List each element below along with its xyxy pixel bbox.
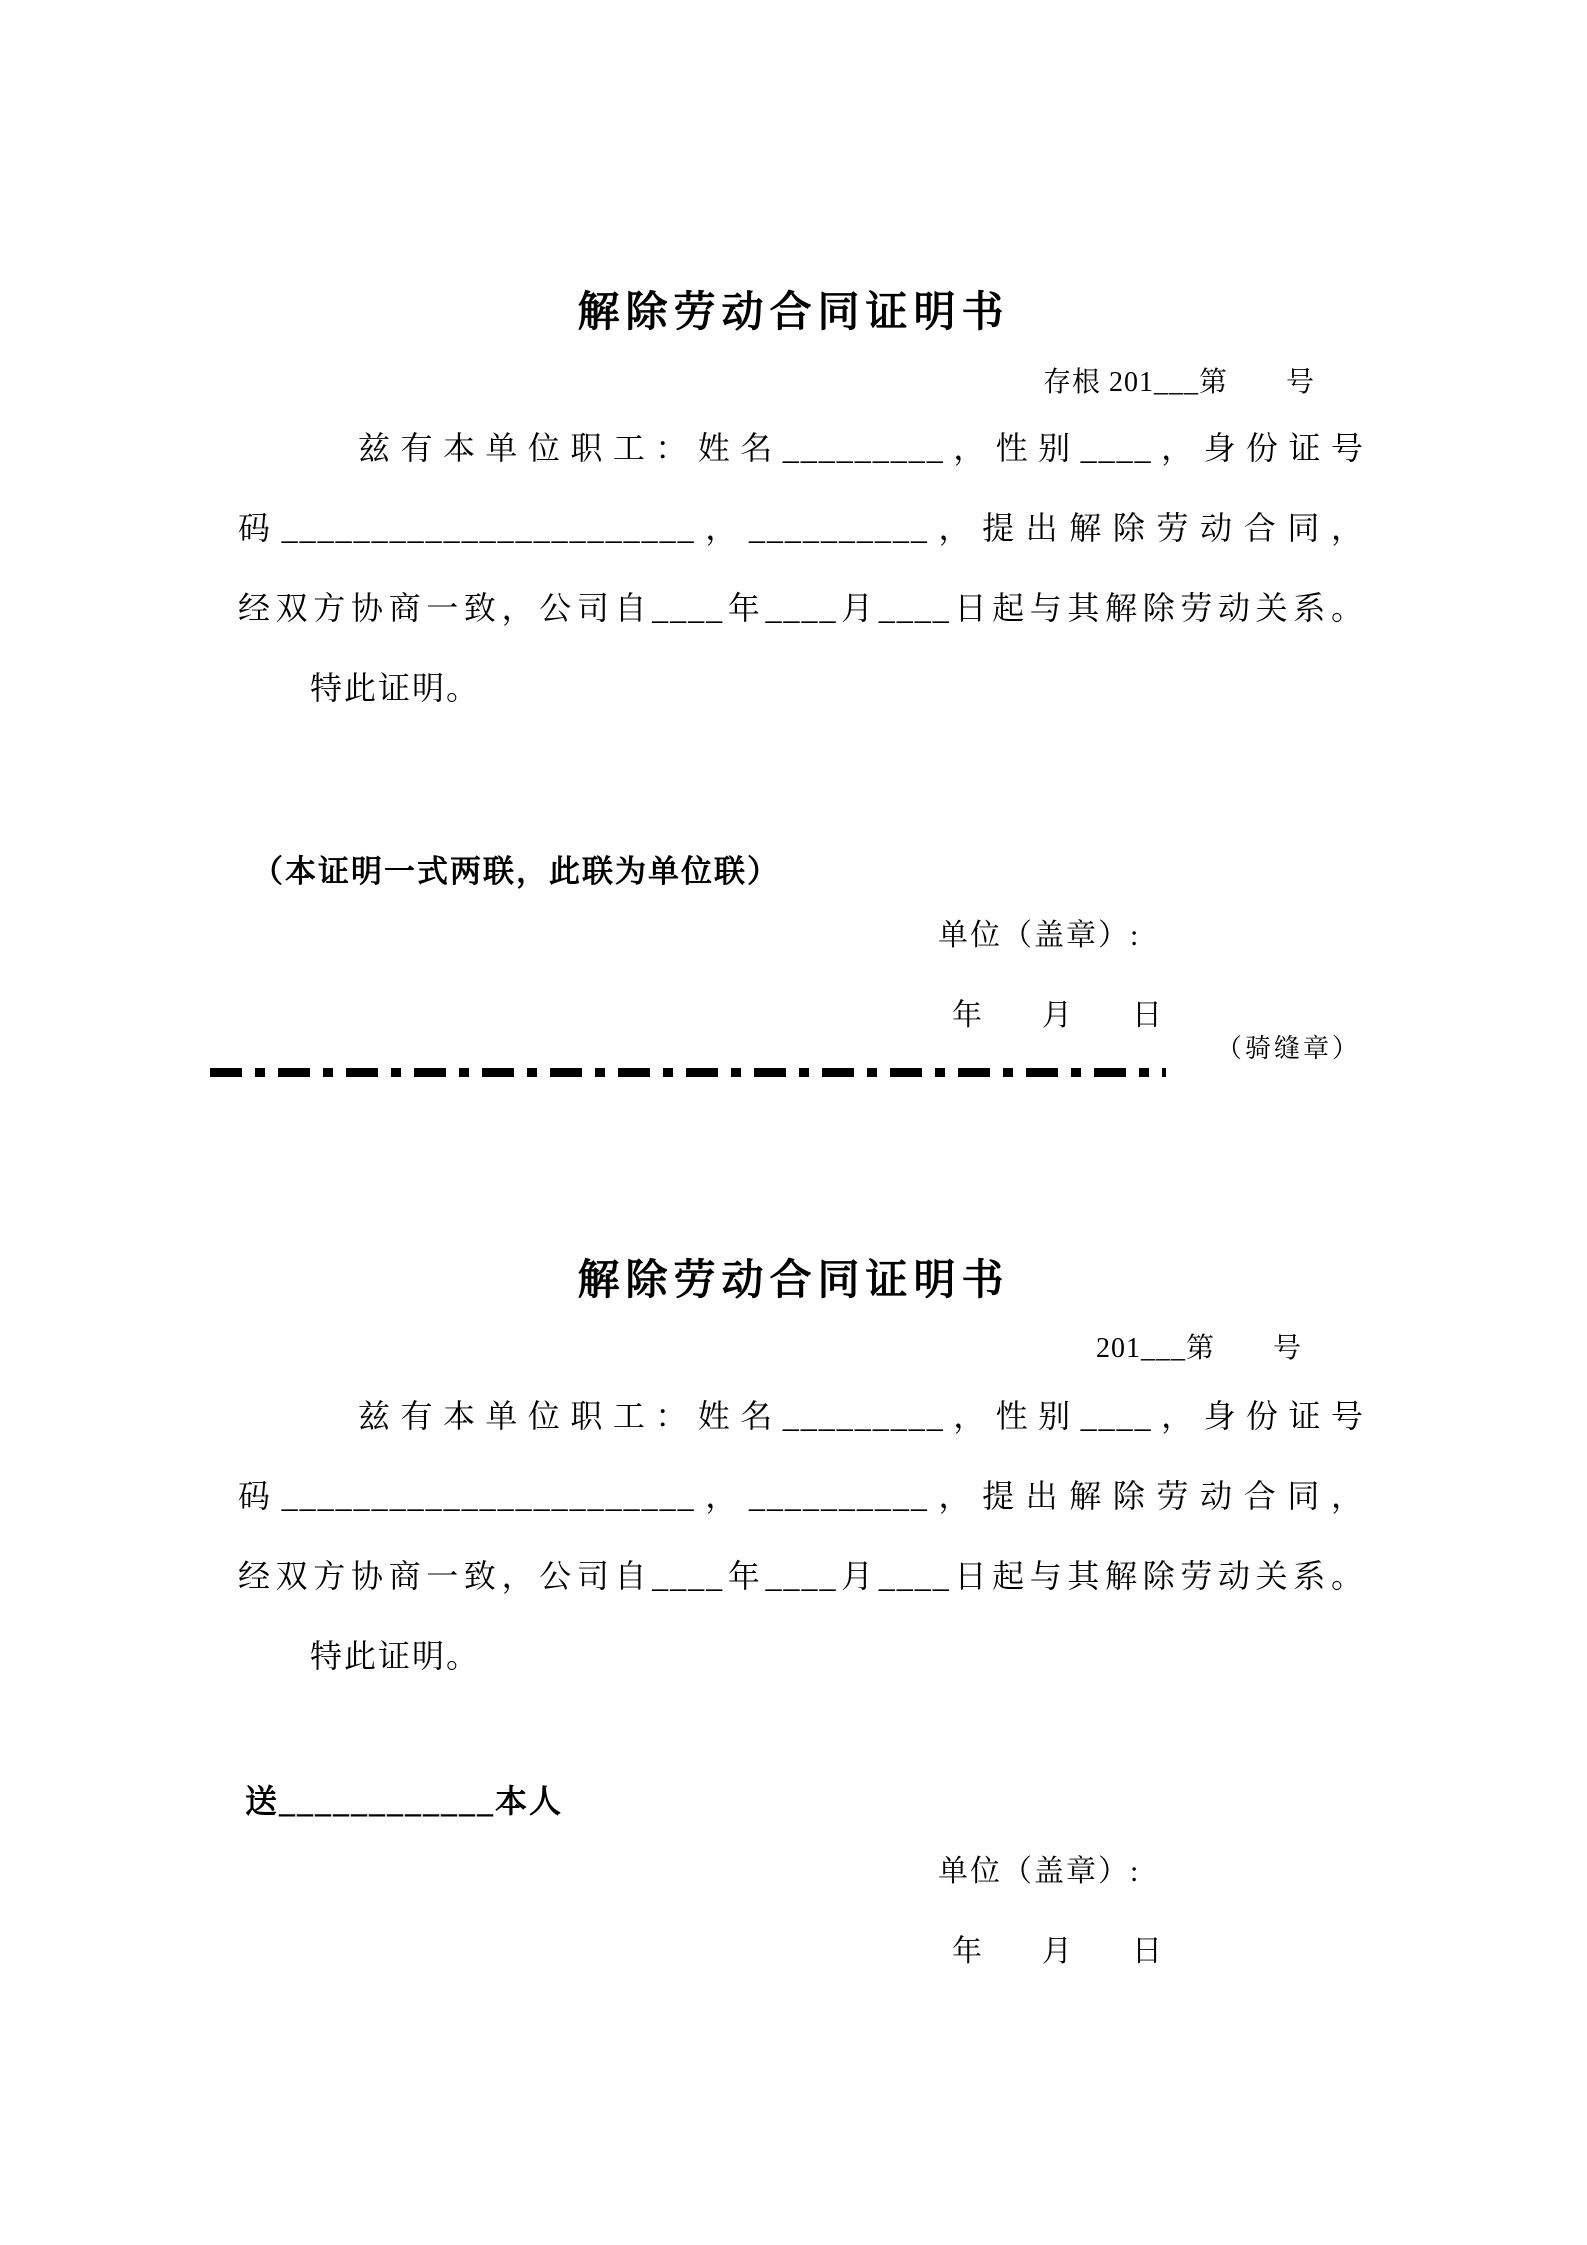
body-line: 经双方协商一致，公司自____年____月____日起与其解除劳动关系。 <box>238 1558 1365 1594</box>
date-line: 年 月 日 <box>952 1935 1162 1968</box>
unit-seal-label: 单位（盖章）: <box>938 1855 1141 1888</box>
closing-line: 特此证明。 <box>310 1638 481 1674</box>
certificate-title: 解除劳动合同证明书 <box>577 1258 1010 1304</box>
body-line: 经双方协商一致，公司自____年____月____日起与其解除劳动关系。 <box>238 590 1365 626</box>
perforation-dash-line <box>210 1068 1166 1077</box>
body-line: 兹有本单位职工：姓名_________，性别____，身份证号 <box>358 430 1365 466</box>
body-line: 码_______________________，__________，提出解除劳动合同， <box>238 1478 1365 1514</box>
certificate-body <box>238 1376 1365 1696</box>
stub-serial-number-line: 存根 201___第 号 <box>1043 367 1316 398</box>
body-line: 兹有本单位职工：姓名_________，性别____，身份证号 <box>358 1398 1365 1434</box>
perforation-seal-note: （骑缝章） <box>1216 1034 1362 1063</box>
body-line: 码_______________________，__________，提出解除劳动合同， <box>238 510 1365 546</box>
certificate-title: 解除劳动合同证明书 <box>577 290 1010 336</box>
send-to-person-line: 送____________本人 <box>245 1783 564 1819</box>
serial-number-line: 201___第 号 <box>1096 1333 1303 1364</box>
certificate-body <box>238 408 1365 728</box>
unit-seal-label: 单位（盖章）: <box>938 919 1141 952</box>
copy-note: （本证明一式两联，此联为单位联） <box>252 854 780 889</box>
closing-line: 特此证明。 <box>310 670 481 706</box>
date-line: 年 月 日 <box>952 999 1162 1032</box>
